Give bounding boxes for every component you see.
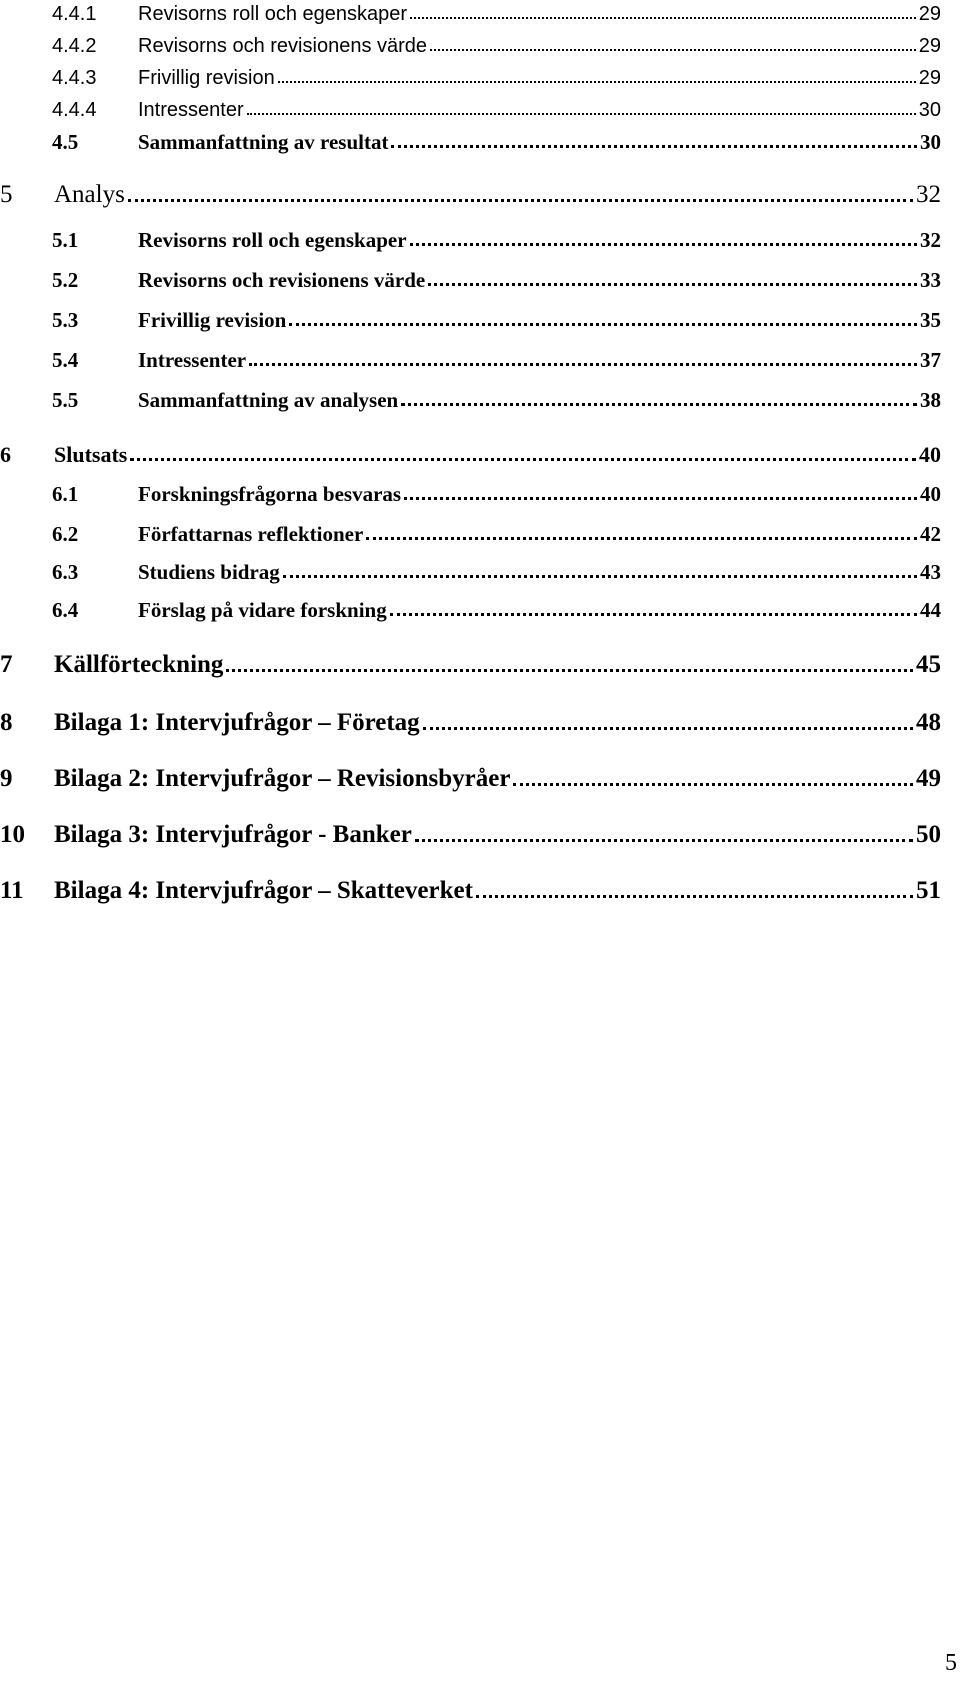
toc-entry[interactable] (52, 230, 941, 251)
toc-entry[interactable] (52, 4, 941, 24)
toc-entry[interactable] (0, 822, 941, 847)
toc-entry-number: 6 (0, 442, 11, 467)
toc-entry-title: Slutsats (54, 442, 128, 467)
toc-entry[interactable] (52, 562, 941, 583)
toc-entry[interactable] (52, 132, 941, 153)
toc-entry[interactable] (52, 100, 941, 120)
toc-entry-title: Förslag på vidare forskning (138, 598, 387, 622)
toc-entry-number: 5.1 (52, 228, 79, 252)
toc-entry-page: 37 (920, 348, 941, 372)
dot-leader (415, 839, 913, 842)
toc-entry-title: Bilaga 3: Intervjufrågor - Banker (54, 821, 412, 848)
dot-leader (428, 283, 917, 286)
toc-entry-number: 7 (0, 651, 13, 678)
toc-entry-title: Bilaga 4: Intervjufrågor – Skatteverket (54, 877, 473, 904)
toc-entry-number: 5.5 (52, 388, 79, 412)
toc-entry-number: 4.5 (52, 130, 79, 154)
toc-entry[interactable] (52, 310, 941, 331)
toc-entry[interactable] (52, 36, 941, 56)
dot-leader (410, 243, 917, 246)
toc-entry-page: 33 (920, 268, 941, 292)
toc-entry-page: 29 (918, 3, 941, 25)
dot-leader (283, 575, 917, 578)
toc-entry[interactable] (0, 444, 941, 466)
dot-leader (410, 17, 916, 19)
dot-leader (247, 113, 916, 115)
toc-entry-page: 42 (920, 522, 941, 546)
toc-entry[interactable] (0, 878, 941, 903)
dot-leader (476, 895, 913, 898)
toc-entry-title: Bilaga 2: Intervjufrågor – Revisionsbyråer (54, 765, 511, 792)
toc-entry-title: Sammanfattning av resultat (138, 130, 389, 154)
toc-entry-title: Frivillig revision (138, 67, 275, 89)
toc-entry-page: 40 (920, 482, 941, 506)
page-number: 5 (945, 1650, 957, 1676)
toc-entry-number: 4.4.1 (52, 3, 97, 25)
dot-leader (249, 363, 917, 366)
toc-entry-number: 4.4.4 (52, 99, 97, 121)
toc-entry-title: Intressenter (138, 348, 247, 372)
toc-entry[interactable] (52, 350, 941, 371)
toc-entry-page: 38 (920, 388, 941, 412)
toc-entry-page: 50 (916, 821, 941, 848)
toc-entry[interactable] (52, 524, 941, 545)
toc-entry-number: 8 (0, 709, 13, 736)
toc-entry-number: 4.4.3 (52, 67, 97, 89)
dot-leader (226, 669, 913, 672)
toc-entry-title: Författarnas reflektioner (138, 522, 364, 546)
toc-entry[interactable] (52, 68, 941, 88)
toc-entry-page: 45 (916, 651, 941, 678)
toc-entry[interactable] (52, 270, 941, 291)
toc-entry-number: 6.1 (52, 482, 79, 506)
toc-entry-title: Källförteckning (54, 651, 224, 678)
toc-entry-number: 4.4.2 (52, 35, 97, 57)
dot-leader (430, 49, 916, 51)
toc-entry-page: 30 (918, 99, 941, 121)
toc-entry[interactable] (0, 766, 941, 791)
toc-entry-number: 10 (0, 821, 25, 848)
toc-entry-title: Studiens bidrag (138, 560, 280, 584)
toc-entry-page: 32 (916, 181, 941, 208)
toc-entry-title: Revisorns och revisionens värde (138, 35, 428, 57)
toc-entry[interactable] (52, 484, 941, 505)
toc-entry[interactable] (0, 710, 941, 735)
dot-leader (401, 403, 917, 406)
toc-entry-page: 49 (916, 765, 941, 792)
toc-entry-page: 40 (919, 442, 941, 467)
dot-leader (513, 783, 913, 786)
toc-entry-number: 5.2 (52, 268, 79, 292)
toc-entry-page: 29 (918, 35, 941, 57)
toc-entry-number: 6.2 (52, 522, 79, 546)
toc-entry-page: 32 (920, 228, 941, 252)
toc-entry-title: Revisorns roll och egenskaper (138, 228, 407, 252)
toc-entry-page: 30 (920, 130, 941, 154)
toc-entry[interactable] (52, 390, 941, 411)
toc-entry[interactable] (0, 182, 941, 207)
toc-entry-number: 5 (0, 181, 13, 208)
toc-entry-page: 44 (920, 598, 941, 622)
dot-leader (391, 145, 917, 148)
dot-leader (289, 323, 917, 326)
toc-entry-title: Analys (54, 181, 125, 208)
toc-entry-title: Forskningsfrågorna besvaras (138, 482, 402, 506)
toc-entry[interactable] (0, 652, 941, 677)
toc-entry-page: 51 (916, 877, 941, 904)
toc-entry-page: 29 (918, 67, 941, 89)
toc-entry-title: Frivillig revision (138, 308, 287, 332)
toc-entry-number: 5.4 (52, 348, 79, 372)
dot-leader (390, 613, 917, 616)
toc-entry-number: 11 (0, 877, 24, 904)
toc-entry-number: 6.3 (52, 560, 79, 584)
toc-entry-title: Intressenter (138, 99, 244, 121)
dot-leader (404, 497, 917, 500)
toc-entry-number: 6.4 (52, 598, 79, 622)
toc-entry-number: 5.3 (52, 308, 79, 332)
dot-leader (128, 199, 913, 202)
toc-entry-number: 9 (0, 765, 13, 792)
toc-entry-title: Bilaga 1: Intervjufrågor – Företag (54, 709, 420, 736)
toc-entry-page: 35 (920, 308, 941, 332)
toc-entry-page: 43 (920, 560, 941, 584)
toc-entry[interactable] (52, 600, 941, 621)
toc-entry-title: Revisorns roll och egenskaper (138, 3, 408, 25)
toc-entry-page: 48 (916, 709, 941, 736)
dot-leader (423, 727, 913, 730)
dot-leader (366, 537, 917, 540)
toc-entry-title: Revisorns och revisionens värde (138, 268, 426, 292)
toc-entry-title: Sammanfattning av analysen (138, 388, 399, 412)
dot-leader (130, 458, 916, 461)
dot-leader (278, 81, 916, 83)
